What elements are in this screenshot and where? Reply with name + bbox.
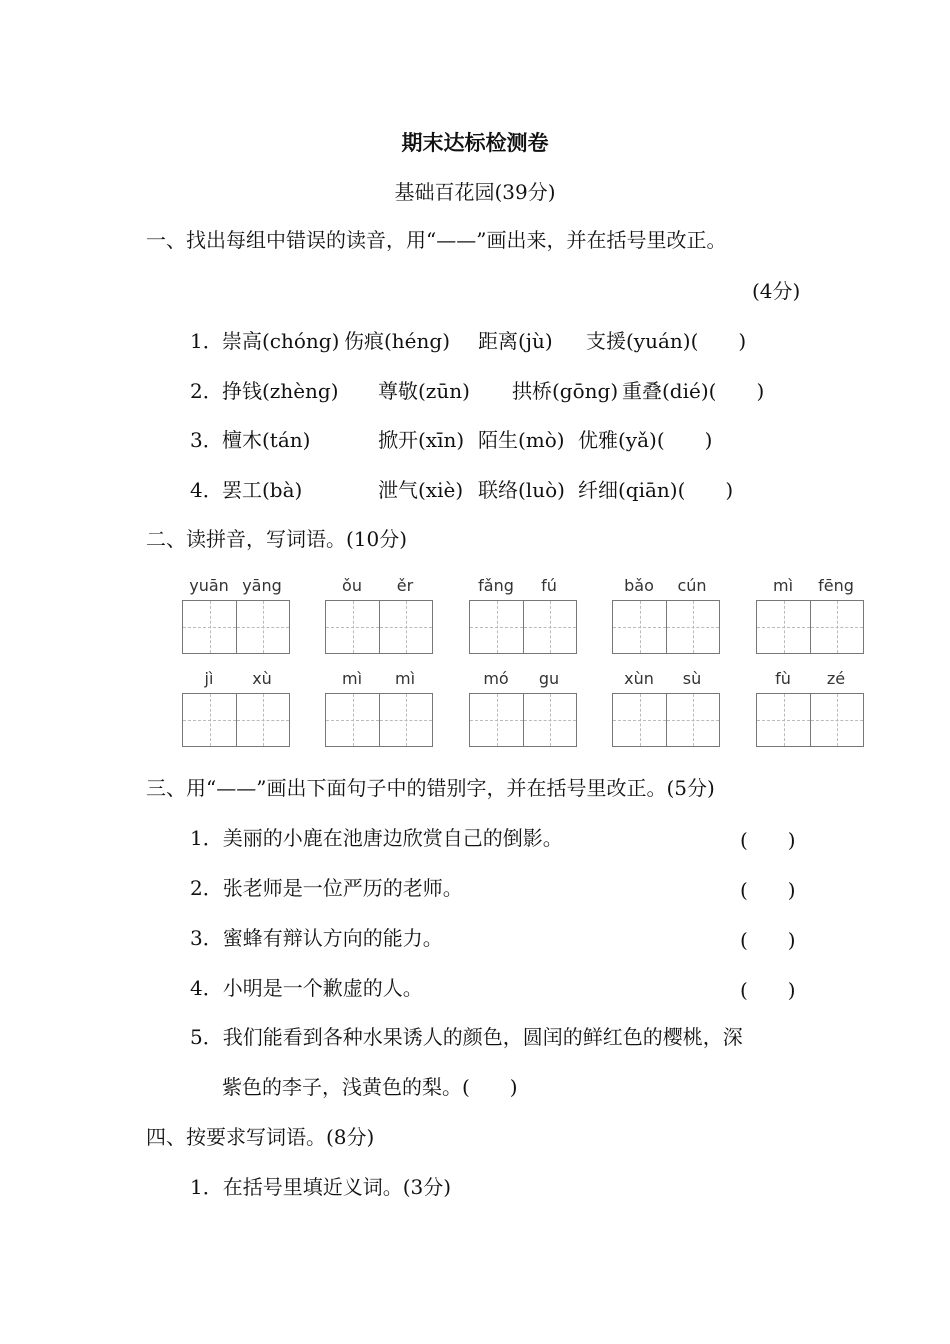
section3-item-1: [190, 824, 563, 852]
pinyin-label: bǎo: [624, 576, 654, 595]
pinyin-label: yāng: [242, 576, 282, 595]
section4-subquestion-1: 1．在括号里填近义词。(3分): [190, 1175, 452, 1199]
word-pinyin: 掀开(xīn): [378, 428, 465, 452]
writing-cell[interactable]: [236, 601, 289, 653]
pinyin-label: jì: [204, 669, 214, 688]
sentence-text: 小明是一个歉虚的人。: [222, 976, 423, 1000]
section1-item-3: [190, 426, 810, 454]
item-number: 3．: [190, 428, 223, 452]
sentence-text: 美丽的小鹿在池唐边欣赏自己的倒影。: [222, 826, 563, 850]
section1-points: (4分): [752, 279, 801, 303]
writing-grid[interactable]: [756, 600, 864, 654]
item-number: 1．: [190, 826, 223, 850]
pinyin-label: xù: [252, 669, 272, 688]
word-pinyin: 檀木(tán): [222, 428, 311, 452]
writing-cell[interactable]: [470, 601, 523, 653]
writing-cell[interactable]: [379, 694, 432, 746]
word-pinyin: 拱桥(gōng): [512, 379, 619, 403]
word-pinyin: 重叠(dié)( ): [622, 379, 765, 403]
writing-cell[interactable]: [757, 601, 810, 653]
section1-item-1: [190, 327, 810, 355]
writing-cell[interactable]: [379, 601, 432, 653]
writing-cell[interactable]: [236, 694, 289, 746]
writing-grid[interactable]: [756, 693, 864, 747]
writing-cell[interactable]: [666, 601, 719, 653]
writing-cell[interactable]: [810, 601, 863, 653]
writing-grid[interactable]: [325, 600, 433, 654]
pinyin-label: xùn: [624, 669, 654, 688]
pinyin-label: fù: [775, 669, 791, 688]
pinyin-label: ěr: [396, 576, 414, 595]
pinyin-label: sù: [682, 669, 702, 688]
word-pinyin: 联络(luò): [478, 478, 565, 502]
word-pinyin: 优雅(yǎ)( ): [578, 428, 713, 452]
sentence-text: 张老师是一位严历的老师。: [222, 876, 463, 900]
item-number: 2．: [190, 876, 223, 900]
writing-grid[interactable]: [469, 600, 577, 654]
section3-item-2: [190, 874, 463, 902]
word-pinyin: 罢工(bà): [222, 478, 303, 502]
pinyin-label: mì: [341, 669, 363, 688]
word-pinyin: 挣钱(zhèng): [222, 379, 339, 403]
answer-parentheses[interactable]: ( ): [740, 828, 796, 852]
writing-grid[interactable]: [182, 600, 290, 654]
pinyin-label: cún: [677, 576, 707, 595]
pinyin-label: mì: [772, 576, 794, 595]
section3-item-5: [190, 1023, 743, 1051]
pinyin-label: fǎng: [478, 576, 514, 595]
writing-grid[interactable]: [325, 693, 433, 747]
pinyin-label: yuān: [189, 576, 229, 595]
sentence-text: 我们能看到各种水果诱人的颜色，圆闰的鲜红色的樱桃，深: [222, 1025, 743, 1049]
pinyin-label: fēng: [818, 576, 854, 595]
pinyin-label: gu: [538, 669, 560, 688]
section3-heading: 三、用“——”画出下面句子中的错别字，并在括号里改正。(5分): [146, 776, 715, 800]
writing-cell[interactable]: [470, 694, 523, 746]
writing-cell[interactable]: [523, 601, 576, 653]
word-pinyin: 距离(jù): [478, 329, 553, 353]
pinyin-label: ǒu: [342, 576, 362, 595]
writing-grid[interactable]: [182, 693, 290, 747]
pinyin-label: fú: [541, 576, 557, 595]
answer-parentheses[interactable]: ( ): [740, 978, 796, 1002]
section2-heading: 二、读拼音，写词语。(10分): [146, 527, 408, 551]
writing-grid[interactable]: [469, 693, 577, 747]
answer-parentheses[interactable]: ( ): [740, 928, 796, 952]
section1-item-2: [190, 377, 810, 405]
page-subtitle: 基础百花园(39分): [394, 180, 556, 204]
word-pinyin: 纤细(qiān)( ): [578, 478, 734, 502]
section4-heading: 四、按要求写词语。(8分): [146, 1125, 375, 1149]
section1-heading: 一、找出每组中错误的读音，用“——”画出来，并在括号里改正。: [146, 228, 727, 252]
item-number: 4．: [190, 976, 223, 1000]
page-title: 期末达标检测卷: [401, 130, 549, 155]
writing-cell[interactable]: [613, 601, 666, 653]
item-number: 4．: [190, 478, 223, 502]
word-pinyin: 支援(yuán)( ): [586, 329, 747, 353]
writing-cell[interactable]: [183, 601, 236, 653]
pinyin-label: zé: [826, 669, 846, 688]
word-pinyin: 伤痕(héng): [344, 329, 451, 353]
pinyin-label: mì: [394, 669, 416, 688]
writing-cell[interactable]: [326, 601, 379, 653]
writing-grid[interactable]: [612, 693, 720, 747]
section3-item-3: [190, 924, 443, 952]
section3-item-4: [190, 974, 423, 1002]
writing-cell[interactable]: [183, 694, 236, 746]
word-pinyin: 崇高(chóng): [222, 329, 340, 353]
word-pinyin: 尊敬(zūn): [378, 379, 470, 403]
writing-cell[interactable]: [326, 694, 379, 746]
writing-cell[interactable]: [810, 694, 863, 746]
writing-cell[interactable]: [523, 694, 576, 746]
writing-cell[interactable]: [613, 694, 666, 746]
sentence-text: 蜜蜂有辩认方向的能力。: [222, 926, 443, 950]
pinyin-label: mó: [483, 669, 509, 688]
section1-item-4: [190, 476, 810, 504]
answer-parentheses[interactable]: ( ): [740, 878, 796, 902]
item-number: 3．: [190, 926, 223, 950]
word-pinyin: 泄气(xiè): [378, 478, 464, 502]
writing-cell[interactable]: [666, 694, 719, 746]
item-number: 2．: [190, 379, 223, 403]
word-pinyin: 陌生(mò): [478, 428, 565, 452]
section3-item-5-continued: 紫色的李子，浅黄色的梨。( ): [222, 1075, 518, 1099]
item-number: 5．: [190, 1025, 223, 1049]
writing-cell[interactable]: [757, 694, 810, 746]
item-number: 1．: [190, 329, 223, 353]
writing-grid[interactable]: [612, 600, 720, 654]
